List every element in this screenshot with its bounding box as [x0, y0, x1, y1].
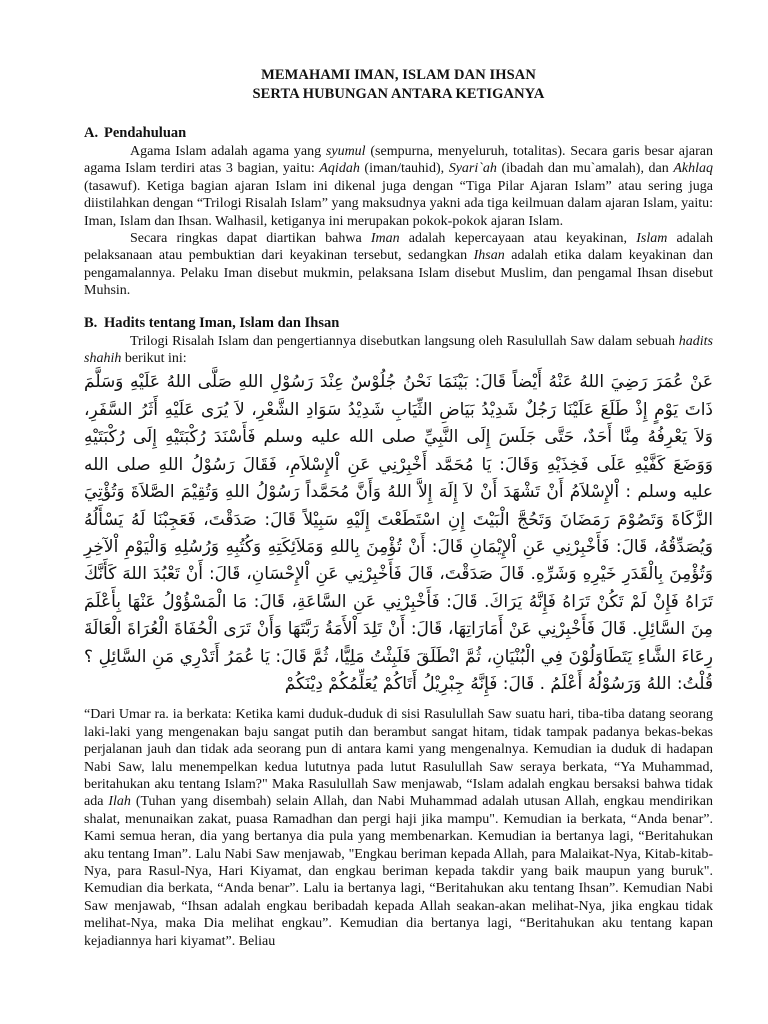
section-a-number: A.	[84, 125, 99, 141]
document-title-line-2: SERTA HUBUNGAN ANTARA KETIGANYA	[252, 86, 545, 102]
document-title-line-1: MEMAHAMI IMAN, ISLAM DAN IHSAN	[261, 67, 536, 83]
section-a-paragraph-2: Secara ringkas dapat diartikan bahwa Iman adalah kepercayaan atau keyakinan, Islam adalah pelaksanaan atau pembuktian dari keyakinan tersebut, sedangkan Ihsan adalah etika dalam keyakinan dan pengamalannya. Pelaku Iman disebut mukmin, pelaksana Islam disebut Muslim, dan pengamal Ihsan disebut Muhsin.	[84, 231, 714, 299]
section-b-heading	[84, 314, 713, 332]
hadith-arabic-text: عَنْ عُمَرَ رَضِيَ اللهُ عَنْهُ أَيْضاً قَالَ: بَيْنَمَا نَحْنُ جُلُوْسٌ عِنْدَ رَسُوْلِ اللهِ صَلَّى اللهُ عَلَيْهِ وَسَلَّمَ ذَاتَ يَوْمٍ إِذْ طَلَعَ عَلَيْنَا رَجُلٌ شَدِيْدُ بَيَاضِ الثِّيَابِ شَدِيْدُ سَوَادِ الشَّعْرِ، لاَ يُرَى عَلَيْهِ أَثَرُ السَّفَرِ، وَلاَ يَعْرِفُهُ مِنَّا أَحَدٌ، حَتَّى جَلَسَ إِلَى النَّبِيِّ صلى الله عليه وسلم فَأَسْنَدَ رُكْبَتَيْهِ إِلَى رُكْبَتَيْهِ وَوَضَعَ كَفَّيْهِ عَلَى فَخِذَيْهِ وَقَالَ: يَا مُحَمَّد أَخْبِرْنِي عَنِ اْلإِسْلاَمِ، فَقَالَ رَسُوْلُ اللهِ صلى الله عليه وسلم : اْلإِسْلاَمُ أَنْ تَشْهَدَ أَنْ لاَ إِلَهَ إِلاَّ اللهُ وَأَنَّ مُحَمَّداً رَسُوْلُ اللهِ وَتُقِيْمَ الصَّلاَةَ وَتُؤْتِيَ الزَّكَاةَ وَتَصُوْمَ رَمَضَانَ وَتَحُجَّ الْبَيْتَ إِنِ اسْتَطَعْتَ إِلَيْهِ سَبِيْلاً قَالَ: صَدَقْتَ، فَعَجِبْنَا لَهُ يَسْأَلُهُ وَيُصَدِّقُهُ، قَالَ: فَأَخْبِرْنِي عَنِ اْلإِيْمَانِ قَالَ: أَنْ تُؤْمِنَ بِاللهِ وَمَلاَئِكَتِهِ وَكُتُبِهِ وَرُسُلِهِ وَالْيَوْمِ اْلآخِرِ وَتُؤْمِنَ بِالْقَدَرِ خَيْرِهِ وَشَرِّهِ. قَالَ صَدَقْتَ، قَالَ فَأَخْبِرْنِي عَنِ اْلإِحْسَانِ، قَالَ: أَنْ تَعْبُدَ اللهَ كَأَنَّكَ تَرَاهُ فَإِنْ لَمْ تَكُنْ تَرَاهُ فَإِنَّهُ يَرَاكَ. قَالَ: فَأَخْبِرْنِي عَنِ السَّاعَةِ، قَالَ: مَا الْمَسْؤُوْلُ عَنْهَا بِأَعْلَمَ مِنَ السَّائِلِ. قَالَ فَأَخْبِرْنِي عَنْ أَمَارَاتِهَا، قَالَ: أَنْ تَلِدَ اْلأَمَةُ رَبَّتَهَا وَأَنْ تَرَى الْحُفَاةَ الْعُرَاةَ الْعَالَةَ رِعَاءَ الشَّاءِ يَتَطَاوَلُوْنَ فِي الْبُنْيَانِ، ثُمَّ انْطَلَقَ فَلَبِثْتُ مَلِيًّا، ثُمَّ قَالَ: يَا عُمَرُ أَتَدْرِي مَنِ السَّائِلِ ؟ قُلْتُ: اللهُ وَرَسُوْلُهُ أَعْلَمُ . قَالَ: فَإِنَّهُ جِبْرِيْلُ أَتَاكُمْ يُعَلِّمُكُمْ دِيْنَكُمْ	[84, 372, 713, 694]
section-b-number: B.	[84, 314, 98, 331]
section-b-title: Hadits tentang Iman, Islam dan Ihsan	[104, 314, 340, 331]
section-a-title: Pendahuluan	[104, 125, 187, 141]
section-a-paragraph-1: Agama Islam adalah agama yang syumul (sempurna, menyeluruh, totalitas). Secara garis besar ajaran agama Islam terdiri atas 3 bagian, yaitu: Aqidah (iman/tauhid), Syari`ah (ibadah dan mu`amalah), dan Akhlaq (tasawuf). Ketiga bagian ajaran Islam ini dikenal juga dengan “Tiga Pilar Ajaran Islam” atau sering juga diistilahkan dengan “Trilogi Risalah Islam” yang maksudnya yakni ada tiga keilmuan dalam ajaran Islam, yaitu: Iman, Islam dan Ihsan. Walhasil, ketiganya ini merupakan pokok-pokok ajaran Islam.	[84, 144, 714, 229]
section-b	[84, 314, 713, 950]
section-a	[84, 124, 713, 300]
hadith-translation: “Dari Umar ra. ia berkata: Ketika kami duduk-duduk di sisi Rasulullah Saw suatu hari, tiba-tiba datang seorang laki-laki yang mengenakan baju sangat putih dan berambut sangat hitam, tidak tampak padanya bekas-bekas perjalanan jauh dan tidak ada seorang pun di antara kami yang mengenalnya. Kemudian ia duduk di hadapan Nabi Saw, lalu menempelkan kedua lututnya pada lutut Rasulullah Saw seraya berkata, “Ya Muhammad, beritahukan aku tentang Islam?" Maka Rasulullah Saw menjawab, “Islam adalah engkau bersaksi bahwa tidak ada Ilah (Tuhan yang disembah) selain Allah, dan Nabi Muhammad adalah utusan Allah, engkau mendirikan shalat, menunaikan zakat, puasa Ramadhan dan pergi haji jika mampu". Kemudian ia berkata, “Anda benar”. Kami semua heran, dia yang bertanya dia pula yang membenarkan. Kemudian ia bertanya lagi, “Beritahukan aku tentang Iman”. Lalu Nabi Saw menjawab, "Engkau beriman kepada Allah, para Malaikat-Nya, Kitab-kitab-Nya, para Rasul-Nya, Hari Kiyamat, dan engkau beriman kepada takdir yang baik maupun yang buruk". Kemudian dia berkata, “Anda benar”. Lalu ia bertanya lagi, “Beritahukan aku tentang Ihsan”. Kemudian Nabi Saw menjawab, “Ihsan adalah engkau beribadah kepada Allah seakan-akan melihat-Nya, jika engkau tidak melihat-Nya, maka Dia melihat engkau”. Kemudian dia bertanya lagi, “Beritahukan aku tentang kapan kejadiannya hari kiyamat”. Beliau	[84, 707, 713, 949]
section-a-heading	[84, 124, 713, 142]
section-b-intro: Trilogi Risalah Islam dan pengertiannya disebutkan langsung oleh Rasulullah Saw dalam sebuah hadits shahih berikut ini:	[84, 333, 713, 367]
